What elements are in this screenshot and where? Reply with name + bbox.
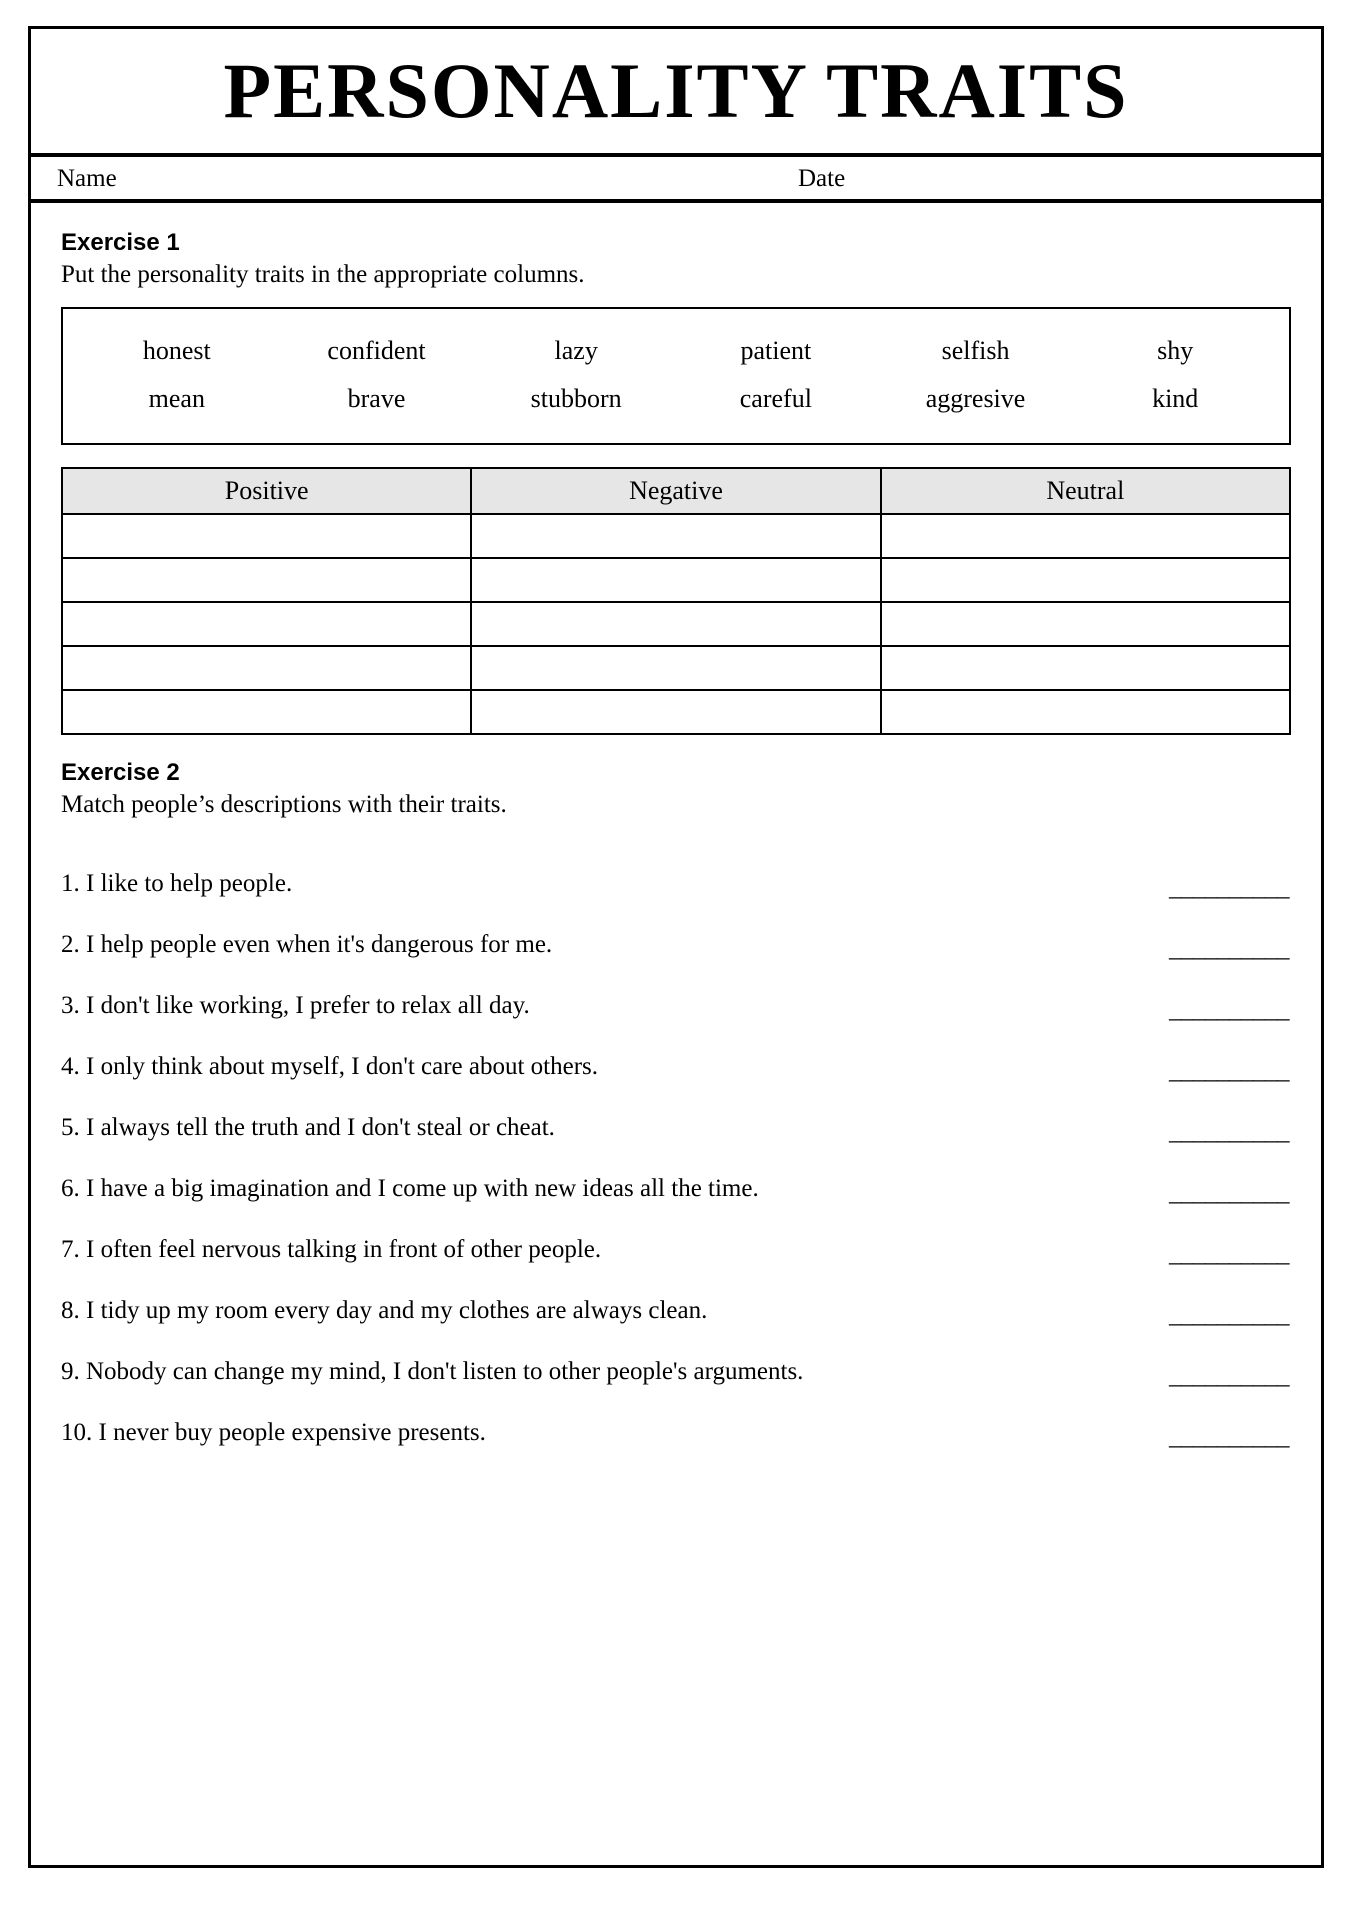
description-text: 7. I often feel nervous talking in front of other people. <box>61 1236 602 1263</box>
date-field-label: Date <box>798 165 846 192</box>
exercise-1-heading: Exercise 1 <box>61 229 180 256</box>
list-item <box>61 1081 1291 1145</box>
answer-blank[interactable]: __________ <box>1169 1179 1289 1206</box>
answer-blank[interactable]: __________ <box>1169 1423 1289 1450</box>
description-text: 4. I only think about myself, I don't care about others. <box>61 1053 599 1080</box>
description-text: 9. Nobody can change my mind, I don't listen to other people's arguments. <box>61 1358 804 1385</box>
worksheet-page <box>28 26 1324 1868</box>
answer-cell-negative[interactable] <box>471 690 880 734</box>
list-item <box>61 959 1291 1023</box>
word-bank-item: brave <box>347 384 406 413</box>
answer-blank[interactable]: __________ <box>1169 1057 1289 1084</box>
answer-cell-neutral[interactable] <box>881 646 1290 690</box>
word-bank-item: selfish <box>941 336 1010 365</box>
word-bank-item: careful <box>739 384 812 413</box>
column-header-positive: Positive <box>62 468 471 514</box>
title-banner <box>31 29 1321 157</box>
table-header-row <box>62 468 1290 514</box>
table-row <box>62 558 1290 602</box>
answer-cell-neutral[interactable] <box>881 514 1290 558</box>
answer-cell-positive[interactable] <box>62 646 471 690</box>
word-bank-item: patient <box>740 336 812 365</box>
answer-cell-negative[interactable] <box>471 646 880 690</box>
answer-blank[interactable]: __________ <box>1169 935 1289 962</box>
answer-cell-negative[interactable] <box>471 514 880 558</box>
answer-cell-positive[interactable] <box>62 690 471 734</box>
table-row <box>62 690 1290 734</box>
answer-cell-neutral[interactable] <box>881 690 1290 734</box>
word-bank-item: honest <box>142 336 211 365</box>
matching-list <box>61 837 1291 1450</box>
description-text: 5. I always tell the truth and I don't steal or cheat. <box>61 1114 555 1141</box>
answer-cell-negative[interactable] <box>471 602 880 646</box>
answer-blank[interactable]: __________ <box>1169 996 1289 1023</box>
list-item <box>61 837 1291 901</box>
list-item <box>61 1386 1291 1450</box>
list-item <box>61 1264 1291 1328</box>
table-row <box>62 514 1290 558</box>
word-bank-row-2 <box>77 375 1275 423</box>
exercise-1-block <box>61 229 1291 735</box>
list-item <box>61 898 1291 962</box>
description-text: 8. I tidy up my room every day and my clothes are always clean. <box>61 1297 708 1324</box>
answer-cell-neutral[interactable] <box>881 602 1290 646</box>
traits-classification-table <box>61 467 1291 735</box>
list-item <box>61 1020 1291 1084</box>
answer-cell-positive[interactable] <box>62 514 471 558</box>
name-field-label: Name <box>57 165 117 192</box>
word-bank-item: shy <box>1157 336 1194 365</box>
word-bank-item: confident <box>327 336 426 365</box>
exercise-1-instruction: Put the personality traits in the appropriate columns. <box>61 261 585 288</box>
name-date-band <box>31 157 1321 203</box>
list-item <box>61 1325 1291 1389</box>
column-header-negative: Negative <box>471 468 880 514</box>
description-text: 3. I don't like working, I prefer to relax all day. <box>61 992 530 1019</box>
answer-blank[interactable]: __________ <box>1169 1240 1289 1267</box>
word-bank-item: lazy <box>554 336 598 365</box>
description-text: 1. I like to help people. <box>61 870 293 897</box>
word-bank-item: kind <box>1152 384 1199 413</box>
word-bank-item: stubborn <box>530 384 622 413</box>
exercise-2-heading: Exercise 2 <box>61 759 180 786</box>
worksheet-body <box>31 203 1321 1450</box>
answer-blank[interactable]: __________ <box>1169 1118 1289 1145</box>
list-item <box>61 1203 1291 1267</box>
table-row <box>62 646 1290 690</box>
table-row <box>62 602 1290 646</box>
word-bank-box <box>61 307 1291 445</box>
answer-cell-positive[interactable] <box>62 558 471 602</box>
answer-blank[interactable]: __________ <box>1169 874 1289 901</box>
answer-cell-neutral[interactable] <box>881 558 1290 602</box>
page-title: PERSONALITY TRAITS <box>223 47 1129 134</box>
description-text: 6. I have a big imagination and I come up with new ideas all the time. <box>61 1175 759 1202</box>
list-item <box>61 1142 1291 1206</box>
exercise-2-instruction: Match people’s descriptions with their traits. <box>61 791 507 818</box>
exercise-2-block <box>61 759 1291 1450</box>
answer-cell-positive[interactable] <box>62 602 471 646</box>
answer-blank[interactable]: __________ <box>1169 1362 1289 1389</box>
answer-blank[interactable]: __________ <box>1169 1301 1289 1328</box>
answer-cell-negative[interactable] <box>471 558 880 602</box>
column-header-neutral: Neutral <box>881 468 1290 514</box>
description-text: 10. I never buy people expensive presents. <box>61 1419 486 1446</box>
description-text: 2. I help people even when it's dangerous for me. <box>61 931 553 958</box>
word-bank-item: mean <box>148 384 205 413</box>
word-bank-row-1 <box>77 327 1275 375</box>
word-bank-item: aggresive <box>925 384 1026 413</box>
